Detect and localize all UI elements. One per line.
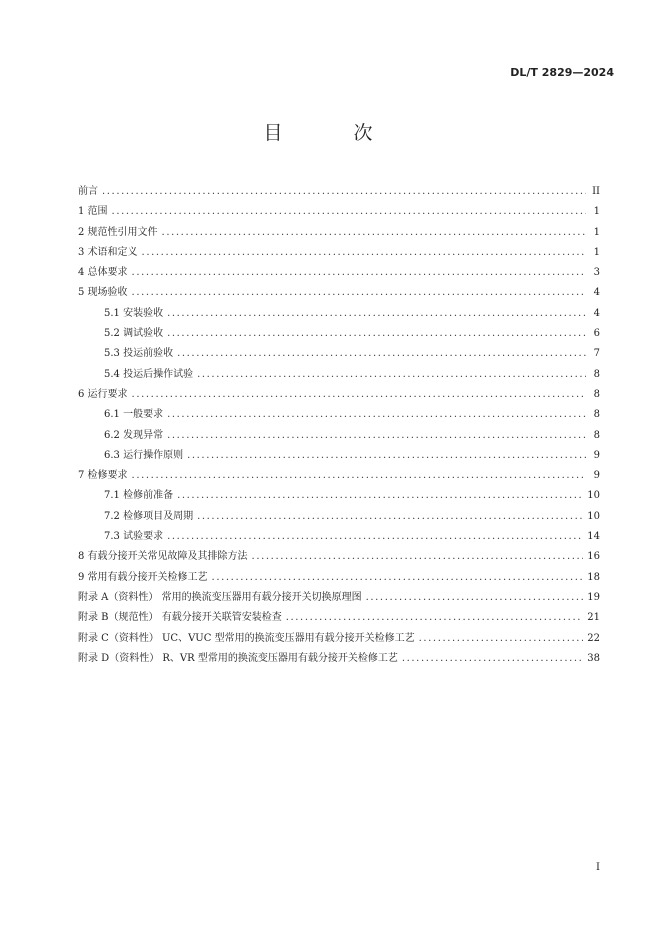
toc-entry[interactable] [78, 243, 600, 263]
toc-entry[interactable] [78, 568, 600, 588]
toc-leader-dots [167, 324, 586, 344]
toc-entry-page: 16 [587, 551, 600, 563]
toc-entry-page: 9 [593, 470, 600, 482]
toc-entry-page: 9 [593, 449, 600, 461]
toc-entry-page: 8 [593, 388, 600, 400]
toc-entry-label: 附录 A（资料性） 常用的换流变压器用有载分接开关切换原理图 [78, 591, 362, 603]
toc-entry-label: 7 检修要求 [78, 470, 128, 482]
toc-entry-page: 38 [587, 652, 600, 664]
toc-entry-page: 10 [587, 490, 600, 502]
toc-entry-page: 7 [593, 348, 600, 360]
toc-entry[interactable] [78, 547, 600, 567]
toc-entry[interactable] [78, 608, 600, 628]
toc-entry-label: 9 常用有载分接开关检修工艺 [78, 571, 208, 583]
toc-leader-dots [142, 243, 586, 263]
toc-entry-label: 1 范围 [78, 206, 108, 218]
toc-entry-page: 1 [593, 226, 600, 238]
toc-entry-label: 6.1 一般要求 [104, 409, 164, 421]
toc-entry[interactable] [78, 182, 600, 202]
toc-leader-dots [212, 568, 584, 588]
toc-entry[interactable] [78, 365, 600, 385]
toc-entry-page: 19 [587, 591, 600, 603]
toc-entry-label: 8 有载分接开关常见故障及其排除方法 [78, 551, 248, 563]
toc-entry-label: 附录 B（规范性） 有载分接开关联管安装检查 [78, 612, 282, 624]
toc-entry[interactable] [78, 344, 600, 364]
toc-entry-label: 5.2 调试验收 [104, 328, 164, 340]
toc-leader-dots [132, 385, 586, 405]
page-title: 目 次 [263, 122, 399, 144]
toc-entry-label: 附录 D（资料性） R、VR 型常用的换流变压器用有载分接开关检修工艺 [78, 652, 398, 664]
toc-leader-dots [419, 629, 584, 649]
toc-entry-label: 6.2 发现异常 [104, 429, 164, 441]
toc-entry-label: 7.3 试验要求 [104, 531, 164, 543]
toc-entry-page: II [592, 186, 600, 197]
toc-entry-page: 18 [587, 571, 600, 583]
toc-entry[interactable] [78, 385, 600, 405]
toc-leader-dots [177, 344, 586, 364]
toc-entry[interactable] [78, 446, 600, 466]
toc-entry-label: 2 规范性引用文件 [78, 226, 158, 238]
toc-entry-label: 5 现场验收 [78, 287, 128, 299]
toc-leader-dots [197, 507, 583, 527]
toc-entry[interactable] [78, 405, 600, 425]
toc-entry[interactable] [78, 507, 600, 527]
toc-entry-page: 22 [587, 632, 600, 644]
toc-leader-dots [187, 446, 586, 466]
toc-entry[interactable] [78, 649, 600, 669]
toc-entry-label: 7.1 检修前准备 [104, 490, 174, 502]
toc-leader-dots [197, 365, 586, 385]
toc-entry[interactable] [78, 466, 600, 486]
toc-entry[interactable] [78, 324, 600, 344]
toc-leader-dots [167, 527, 583, 547]
toc-leader-dots [102, 182, 586, 202]
toc-entry-page: 6 [593, 328, 600, 340]
toc-entry-page: 3 [593, 267, 600, 279]
toc-entry-page: 1 [593, 206, 600, 218]
toc-leader-dots [177, 486, 583, 506]
toc-entry[interactable] [78, 426, 600, 446]
toc-entry[interactable] [78, 202, 600, 222]
toc-entry-page: 21 [587, 612, 600, 624]
toc-entry-page: 10 [587, 510, 600, 522]
toc-entry-page: 14 [587, 531, 600, 543]
toc-entry[interactable] [78, 486, 600, 506]
toc-entry-label: 6.3 运行操作原则 [104, 449, 184, 461]
toc-entry-label: 附录 C（资料性） UC、VUC 型常用的换流变压器用有载分接开关检修工艺 [78, 632, 415, 644]
toc-entry-page: 8 [593, 429, 600, 441]
toc-leader-dots [252, 547, 584, 567]
toc-leader-dots [167, 304, 586, 324]
toc-leader-dots [366, 588, 584, 608]
toc-entry-label: 6 运行要求 [78, 388, 128, 400]
toc-entry-page: 4 [593, 307, 600, 319]
toc-leader-dots [162, 223, 586, 243]
toc-entry[interactable] [78, 263, 600, 283]
toc-entry[interactable] [78, 588, 600, 608]
toc-entry-page: 8 [593, 368, 600, 380]
toc-entry-page: 1 [593, 246, 600, 258]
toc-leader-dots [132, 263, 586, 283]
toc-entry-page: 4 [593, 287, 600, 299]
page-number: I [596, 862, 600, 873]
toc-entry-label: 4 总体要求 [78, 267, 128, 279]
toc-entry[interactable] [78, 629, 600, 649]
toc-entry-label: 5.3 投运前验收 [104, 348, 174, 360]
toc-leader-dots [402, 649, 583, 669]
toc-leader-dots [167, 426, 586, 446]
toc-entry-label: 前言 [78, 186, 98, 197]
toc-leader-dots [132, 466, 586, 486]
toc-leader-dots [132, 283, 586, 303]
toc-entry-page: 8 [593, 409, 600, 421]
toc-leader-dots [167, 405, 586, 425]
toc-entry-label: 5.1 安装验收 [104, 307, 164, 319]
toc-entry[interactable] [78, 304, 600, 324]
toc-entry-label: 5.4 投运后操作试验 [104, 368, 194, 380]
toc-entry[interactable] [78, 527, 600, 547]
toc-leader-dots [286, 608, 584, 628]
table-of-contents [78, 182, 600, 669]
document-code: DL/T 2829—2024 [510, 66, 614, 79]
toc-entry-label: 3 术语和定义 [78, 246, 138, 258]
toc-entry[interactable] [78, 283, 600, 303]
toc-entry-label: 7.2 检修项目及周期 [104, 510, 194, 522]
toc-entry[interactable] [78, 223, 600, 243]
toc-leader-dots [112, 202, 586, 222]
